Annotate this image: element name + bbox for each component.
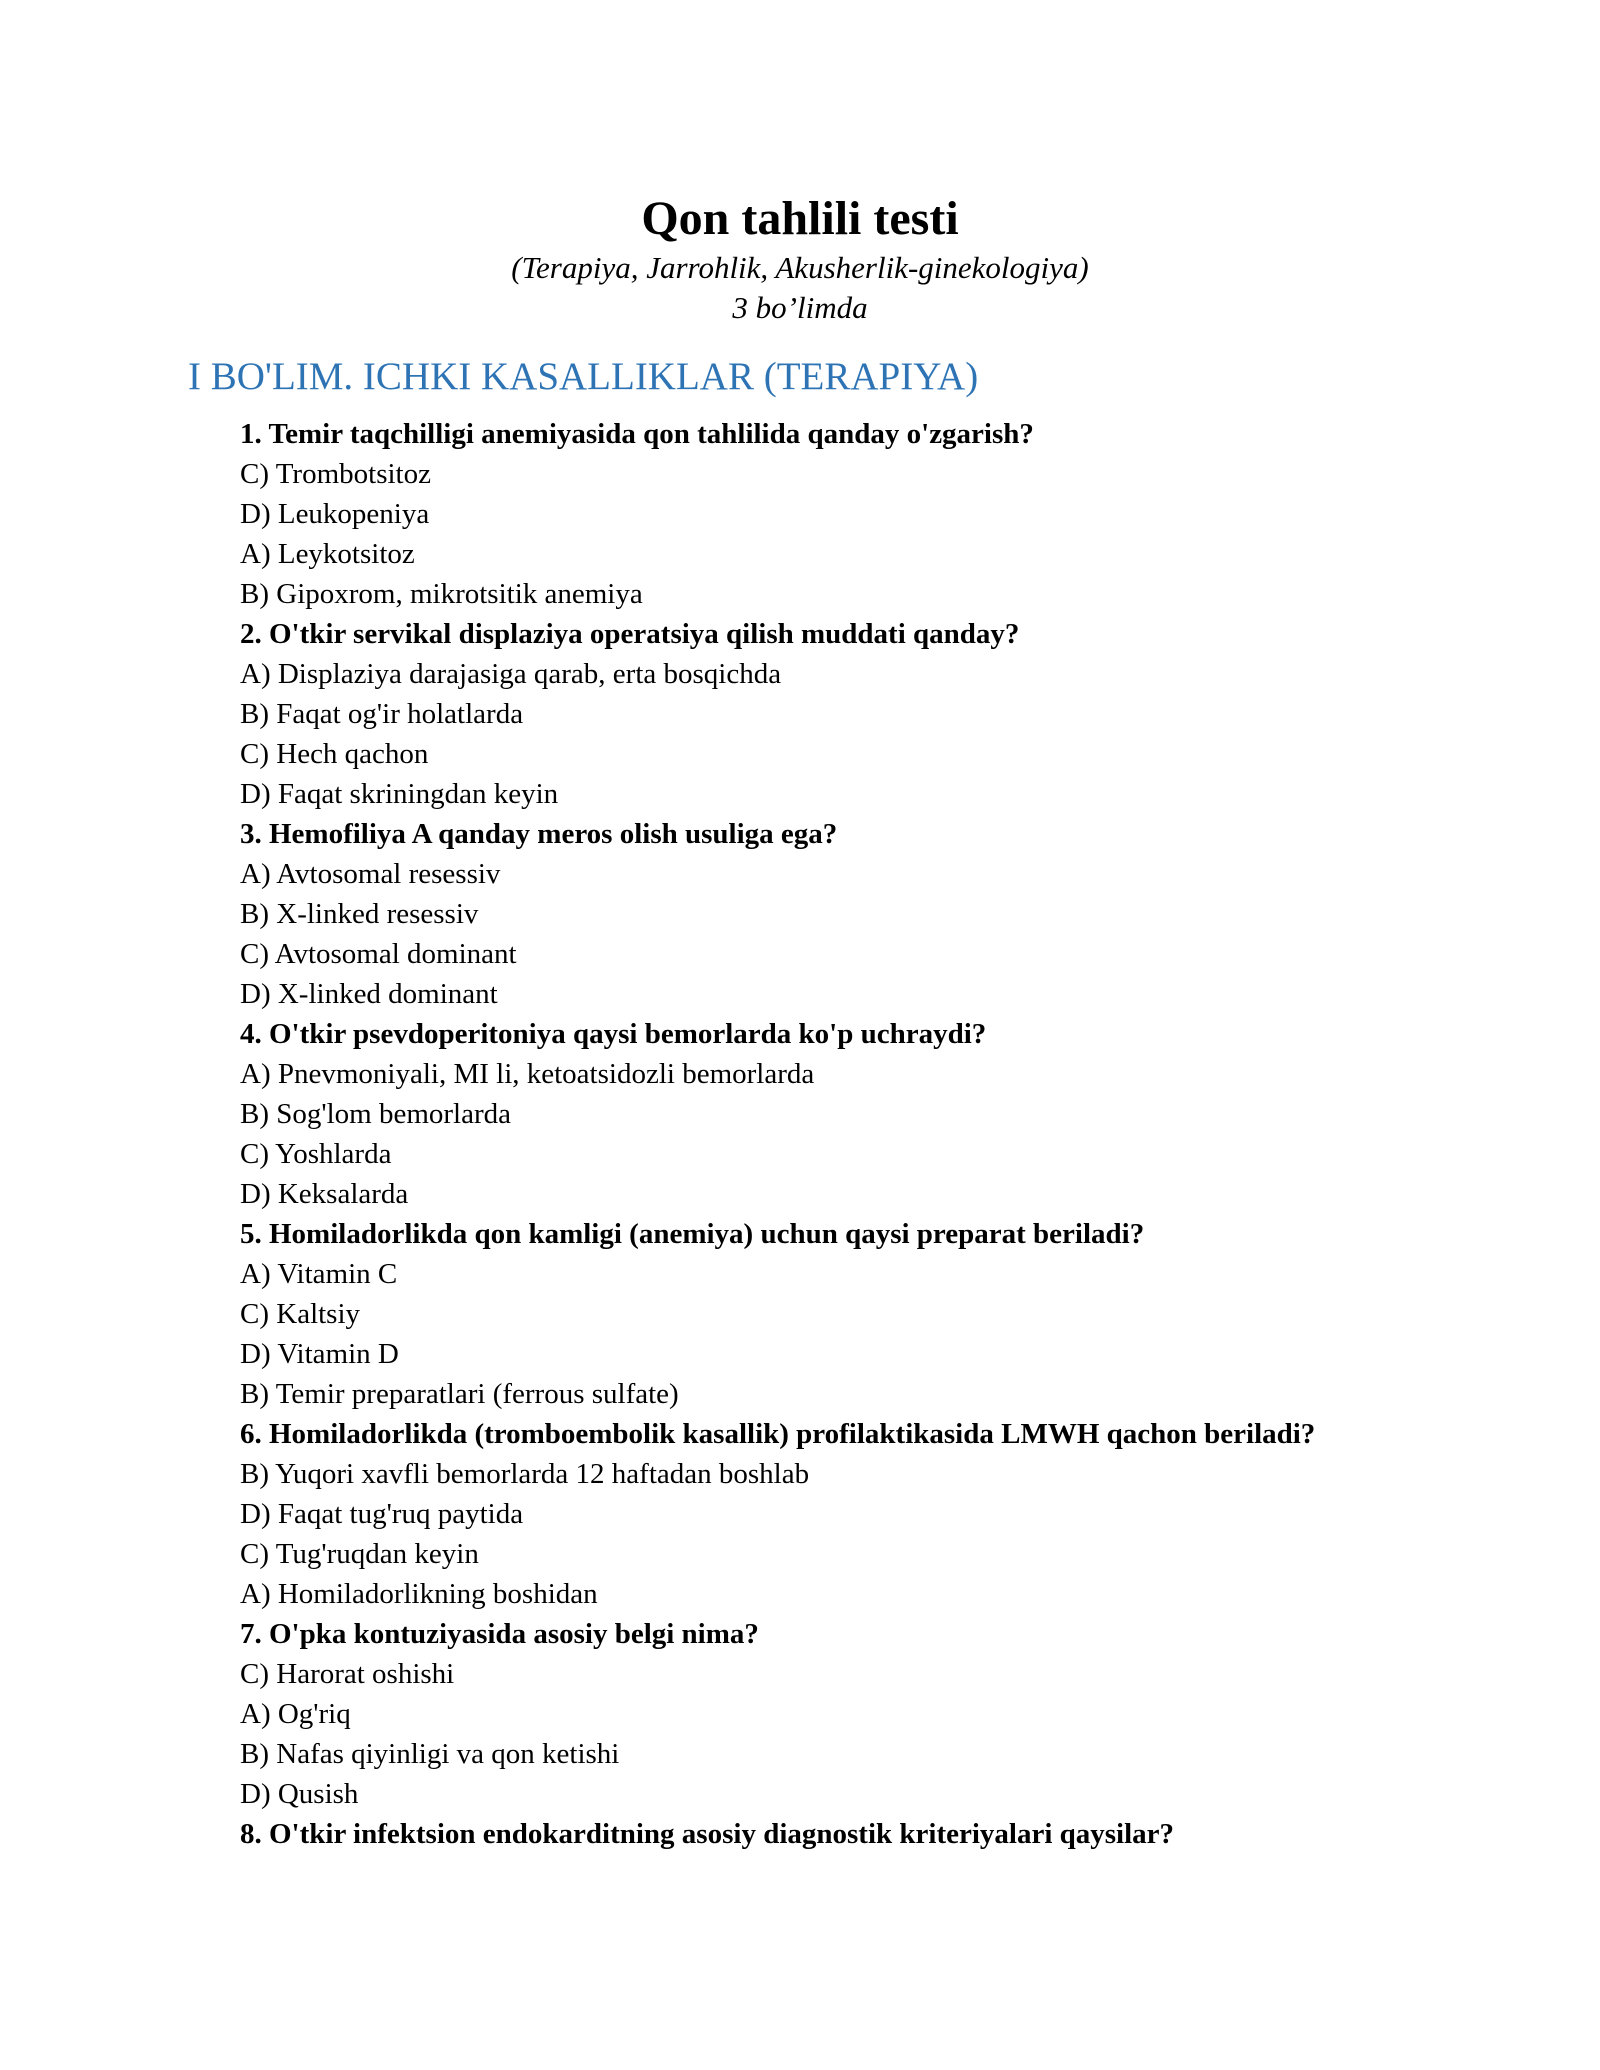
question-text: 2. O'tkir servikal displaziya operatsiya qilish muddati qanday? bbox=[240, 618, 1020, 650]
answer-option: D) Leukopeniya bbox=[240, 498, 430, 530]
answer-option: C) Avtosomal dominant bbox=[240, 938, 517, 970]
question-item bbox=[240, 1014, 1500, 1214]
document-title: Qon tahlili testi bbox=[641, 192, 959, 245]
question-item bbox=[240, 1614, 1500, 1814]
answer-option: D) Vitamin D bbox=[240, 1338, 399, 1370]
answer-option: B) Temir preparatlari (ferrous sulfate) bbox=[240, 1378, 679, 1410]
answer-option: B) Nafas qiyinligi va qon ketishi bbox=[240, 1738, 620, 1770]
answer-option: C) Hech qachon bbox=[240, 738, 429, 770]
answer-option: C) Yoshlarda bbox=[240, 1138, 392, 1170]
answer-option: D) X-linked dominant bbox=[240, 978, 498, 1010]
answer-option: A) Displaziya darajasiga qarab, erta bosqichda bbox=[240, 658, 782, 690]
parts-note: 3 bo’limda bbox=[732, 290, 868, 325]
question-item bbox=[240, 614, 1500, 814]
question-text: 1. Temir taqchilligi anemiyasida qon tahlilida qanday o'zgarish? bbox=[240, 418, 1034, 450]
question-item bbox=[240, 814, 1500, 1014]
question-text: 7. O'pka kontuziyasida asosiy belgi nima? bbox=[240, 1618, 759, 1650]
answer-option: B) Gipoxrom, mikrotsitik anemiya bbox=[240, 578, 643, 610]
answer-option: C) Trombotsitoz bbox=[240, 458, 431, 490]
document-header bbox=[0, 190, 1600, 328]
answer-option: A) Homiladorlikning boshidan bbox=[240, 1578, 598, 1610]
question-text: 5. Homiladorlikda qon kamligi (anemiya) uchun qaysi preparat beriladi? bbox=[240, 1218, 1145, 1250]
answer-option: A) Leykotsitoz bbox=[240, 538, 415, 570]
question-item bbox=[240, 1814, 1500, 1854]
answer-option: B) Faqat og'ir holatlarda bbox=[240, 698, 524, 730]
answer-option: B) Sog'lom bemorlarda bbox=[240, 1098, 512, 1130]
answer-option: A) Avtosomal resessiv bbox=[240, 858, 501, 890]
question-text: 3. Hemofiliya A qanday meros olish usuliga ega? bbox=[240, 818, 838, 850]
answer-option: D) Qusish bbox=[240, 1778, 359, 1810]
question-text: 6. Homiladorlikda (tromboembolik kasallik) profilaktikasida LMWH qachon beriladi? bbox=[240, 1418, 1316, 1450]
answer-option: C) Harorat oshishi bbox=[240, 1658, 455, 1690]
question-item bbox=[240, 414, 1500, 614]
question-list bbox=[240, 414, 1500, 1854]
question-text: 8. O'tkir infektsion endokarditning asosiy diagnostik kriteriyalari qaysilar? bbox=[240, 1818, 1175, 1850]
answer-option: C) Kaltsiy bbox=[240, 1298, 361, 1330]
answer-option: D) Keksalarda bbox=[240, 1178, 409, 1210]
question-item bbox=[240, 1414, 1500, 1614]
question-text: 4. O'tkir psevdoperitoniya qaysi bemorlarda ko'p uchraydi? bbox=[240, 1018, 987, 1050]
answer-option: A) Og'riq bbox=[240, 1698, 351, 1730]
document-subtitle: (Terapiya, Jarrohlik, Akusherlik-ginekologiya) bbox=[511, 250, 1089, 285]
answer-option: B) X-linked resessiv bbox=[240, 898, 479, 930]
answer-option: C) Tug'ruqdan keyin bbox=[240, 1538, 479, 1570]
answer-option: A) Vitamin C bbox=[240, 1258, 398, 1290]
answer-option: D) Faqat skriningdan keyin bbox=[240, 778, 559, 810]
answer-option: B) Yuqori xavfli bemorlarda 12 haftadan boshlab bbox=[240, 1458, 810, 1490]
answer-option: D) Faqat tug'ruq paytida bbox=[240, 1498, 524, 1530]
section-heading: I BO'LIM. ICHKI KASALLIKLAR (TERAPIYA) bbox=[188, 355, 979, 398]
question-item bbox=[240, 1214, 1500, 1414]
answer-option: A) Pnevmoniyali, MI li, ketoatsidozli bemorlarda bbox=[240, 1058, 815, 1090]
